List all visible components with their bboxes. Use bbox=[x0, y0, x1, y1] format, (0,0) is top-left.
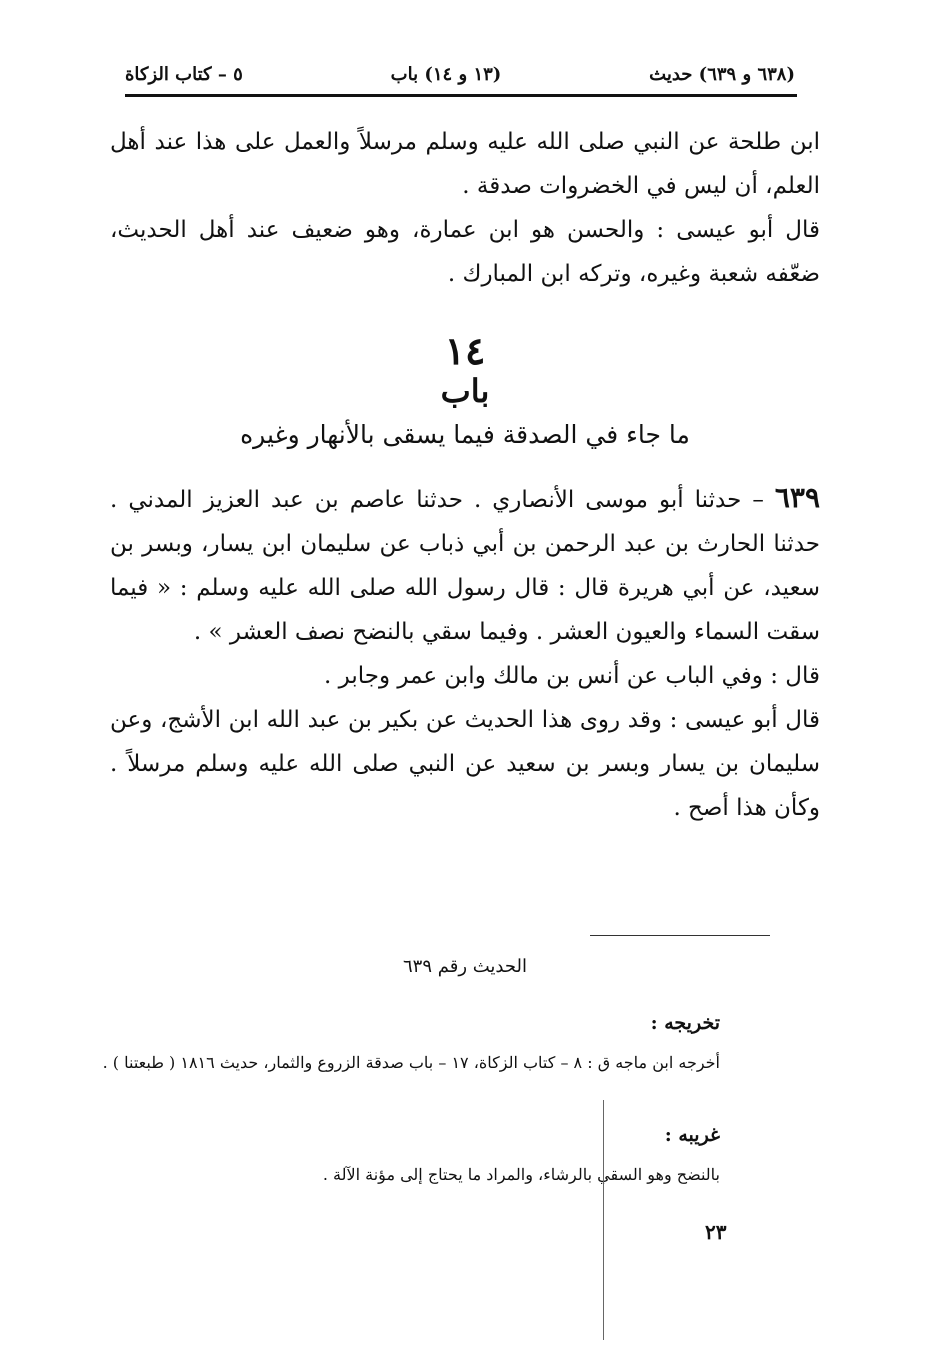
header-hadith-ref: (٦٣٨ و ٦٣٩) حديث bbox=[649, 63, 795, 85]
hadith-block bbox=[110, 476, 820, 830]
page-fold-line bbox=[603, 1100, 604, 1340]
continuation-paragraph-2: قال أبو عيسى : والحسن هو ابن عمارة، وهو ضعيف عند أهل الحديث، ضعّفه شعبة وغيره، وتركه ابن المبارك . bbox=[110, 217, 820, 287]
header-book-title: ٥ – كتاب الزكاة bbox=[125, 63, 243, 85]
hadith-number: ٦٣٩ bbox=[774, 481, 820, 514]
hadith-paragraph bbox=[110, 476, 820, 654]
running-header bbox=[125, 56, 795, 92]
continuation-paragraph-1: ابن طلحة عن النبي صلى الله عليه وسلم مرسلاً والعمل على هذا عند أهل العلم، أن ليس في الخضروات صدقة . bbox=[110, 129, 820, 199]
chapter-bab-heading: باب bbox=[440, 372, 490, 410]
gharib-label: غريبه : bbox=[664, 1124, 720, 1146]
takhrij-label: تخريجه : bbox=[650, 1012, 720, 1034]
hadith-qala: قال : وفي الباب عن أنس بن مالك وابن عمر وجابر . bbox=[324, 663, 820, 689]
page-number: ٢٣ bbox=[705, 1220, 727, 1244]
footnote-subtitle: الحديث رقم ٦٣٩ bbox=[403, 956, 527, 977]
continuation-text bbox=[110, 120, 820, 296]
header-chapter-ref: (١٣ و ١٤) باب bbox=[390, 63, 502, 85]
chapter-number: ١٤ bbox=[444, 328, 486, 373]
chapter-title: ما جاء في الصدقة فيما يسقى بالأنهار وغيره bbox=[240, 420, 690, 449]
gharib-text: بالنضح وهو السقي بالرشاء، والمراد ما يحتاج إلى مؤنة الآلة . bbox=[322, 1165, 720, 1184]
hadith-text: – حدثنا أبو موسى الأنصاري . حدثنا عاصم بن عبد العزيز المدني . حدثنا الحارث بن عبد الرحمن بن أبي ذباب عن سليمان ابن يسار، وبسر بن سعيد، عن أبي هريرة قال : قال رسول الله صلى الله عليه وسلم : « فيما سقت السماء والعيون العشر . وفيما سقي بالنضح نصف العشر » . bbox=[110, 487, 821, 645]
takhrij-text: أخرجه ابن ماجه ق : ٨ – كتاب الزكاة، ١٧ – باب صدقة الزروع والثمار، حديث ١٨١٦ ( طبعتنا ) . bbox=[102, 1053, 720, 1072]
text-end-rule bbox=[590, 935, 770, 936]
hadith-abu-isa: قال أبو عيسى : وقد روى هذا الحديث عن بكير بن عبد الله ابن الأشج، وعن سليمان بن يسار وبسر بن سعيد عن النبي صلى الله عليه وسلم مرسلاً . وكأن هذا أصح . bbox=[110, 707, 820, 821]
header-rule bbox=[125, 94, 797, 97]
